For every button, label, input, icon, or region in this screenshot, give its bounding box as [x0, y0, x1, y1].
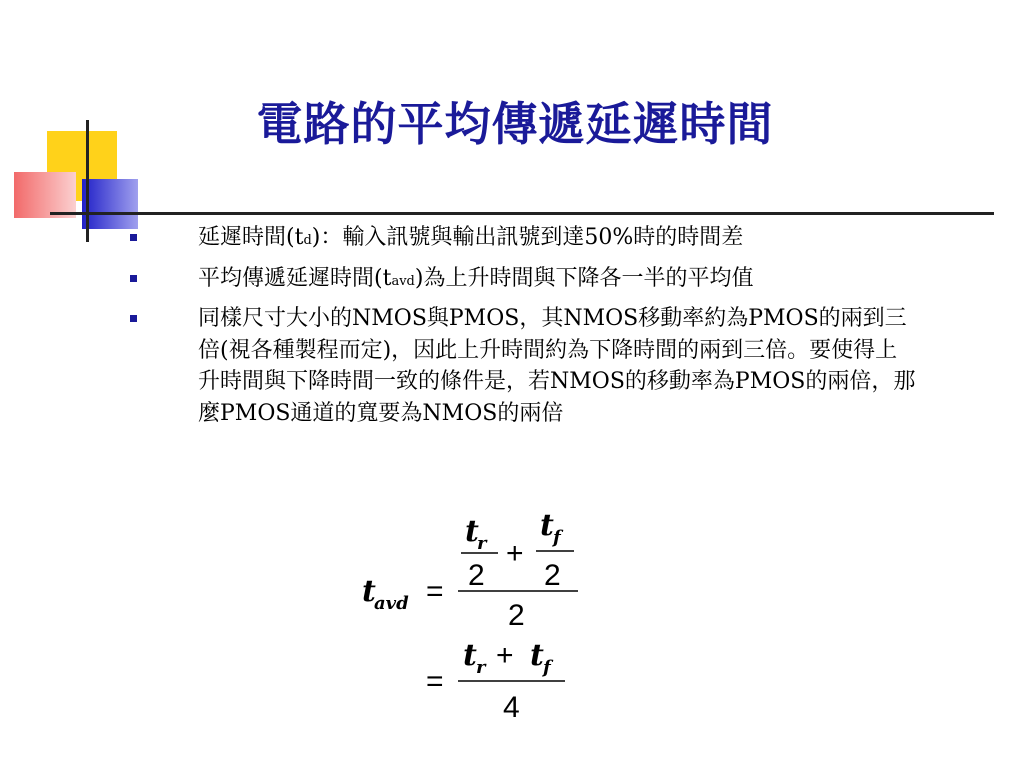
formula-tf-1-f: f	[553, 527, 561, 548]
formula-tr-1-r: r	[477, 533, 487, 554]
formula-lhs-sub: avd	[374, 593, 409, 614]
bullet-marker	[130, 315, 137, 322]
formula-svg	[360, 505, 600, 735]
formula-tf-1-t: t	[540, 508, 554, 543]
formula-denom-2b: 2	[544, 559, 561, 592]
formula-plus-1: +	[506, 537, 524, 570]
bullet-item-mobility: 同樣尺寸大小的NMOS與PMOS，其NMOS移動率約為PMOS的兩到三倍(視各種製程而定)，因此上升時間約為下降時間的兩到三倍。要使得上升時間與下降時間一致的條件是，若NMOS的移動率為PMOS的兩倍，那麼PMOS通道的寬要為NMOS的兩倍	[128, 303, 918, 429]
formula-tr-2-r: r	[476, 657, 486, 678]
formula-tf-2-f: f	[543, 657, 551, 678]
bullet-list	[128, 222, 918, 435]
formula-plus-2: +	[496, 639, 514, 672]
bullet-item-average-delay: 平均傳遞延遲時間(tavd)為上升時間與下降各一半的平均值	[128, 263, 918, 298]
title-divider-line	[50, 212, 994, 215]
formula-equals-1: =	[426, 575, 444, 608]
bullet-marker	[130, 275, 137, 282]
delay-formula	[360, 505, 600, 735]
bullet-marker	[130, 234, 137, 241]
formula-equals-2: =	[426, 665, 444, 698]
formula-lhs-t: t	[362, 574, 376, 609]
slide-title: 電路的平均傳遞延遲時間	[256, 97, 774, 151]
bullet-item-delay-time: 延遲時間(td)：輸入訊號與輸出訊號到達50%時的時間差	[128, 222, 918, 257]
formula-tr-2-t: t	[463, 638, 477, 673]
formula-main-denom-2: 2	[508, 599, 525, 632]
formula-tf-2-t: t	[530, 638, 544, 673]
formula-denom-2a: 2	[468, 559, 485, 592]
decor-vertical-line	[86, 120, 89, 242]
formula-denom-4: 4	[503, 691, 520, 724]
formula-tr-1-t: t	[465, 514, 479, 549]
